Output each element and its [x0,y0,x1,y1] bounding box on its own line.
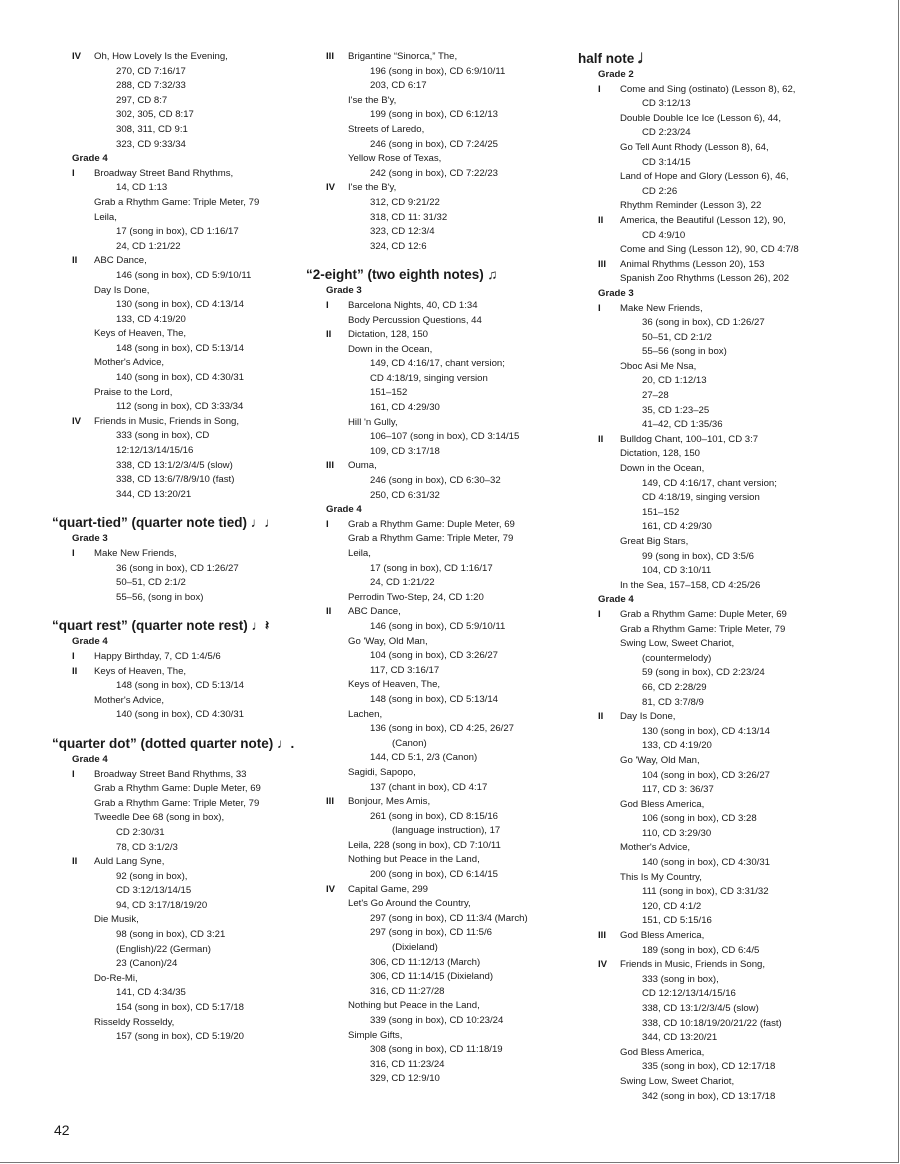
index-line: 338, CD 13:6/7/8/9/10 (fast) [116,474,235,486]
index-line: 148 (song in box), CD 5:13/14 [116,680,244,692]
index-line: 104, CD 3:10/11 [642,565,712,577]
index-line: CD 2:26 [642,185,678,197]
level-numeral: IV [72,51,82,62]
grade-heading: Grade 2 [598,69,634,80]
index-line: 246 (song in box), CD 6:30–32 [370,475,501,487]
index-line: I'se the B'y, [348,94,397,106]
index-line: God Bless America, [620,798,705,810]
index-line: 323, CD 12:3/4 [370,226,435,238]
level-numeral: I [72,768,75,780]
index-column-1 [52,50,322,1045]
index-line: 189 (song in box), CD 6:4/5 [642,944,760,956]
grade-heading: Grade 4 [72,153,108,165]
index-line: Risseldy Rosseldy, [94,1016,175,1028]
entry-lines [620,710,770,929]
level-numeral: III [598,258,606,270]
entry-lines [620,214,799,258]
index-line: 161, CD 4:29/30 [642,521,712,533]
index-line: 149, CD 4:16/17, chant version; [642,477,777,489]
index-line: Day Is Done, [620,711,676,723]
index-line: Leila, [94,211,117,223]
level-numeral: I [326,299,329,311]
index-entry-group [72,665,322,723]
level-numeral: I [598,83,601,95]
index-line: CD 2:30/31 [116,826,165,838]
index-line: (countermelody) [642,652,712,664]
index-line: 24, CD 1:21/22 [370,577,435,589]
index-line: 98 (song in box), CD 3:21 [116,929,226,941]
grade-heading: Grade 4 [72,753,108,765]
index-entry-group [72,167,322,255]
index-line: Bulldog Chant, 100–101, CD 3:7 [620,433,759,445]
level-numeral: III [598,930,606,942]
index-line: 130 (song in box), CD 4:13/14 [116,299,244,311]
page-number: 42 [54,1122,70,1138]
level-numeral: II [598,433,604,445]
index-line: Bonjour, Mes Amis, [348,796,431,808]
index-line: 20, CD 1:12/13 [642,375,707,387]
index-line: 148 (song in box), CD 5:13/14 [370,693,498,705]
index-entry-group [326,299,591,328]
index-line: 14, CD 1:13 [116,182,168,194]
entry-lines [94,415,239,503]
index-line: 200 (song in box), CD 6:14/15 [370,869,498,881]
index-line: 316, CD 11:27/28 [370,985,445,997]
index-line: 157 (song in box), CD 5:19/20 [116,1031,244,1043]
index-line: 250, CD 6:31/32 [370,489,440,501]
index-line: 161, CD 4:29/30 [370,402,440,414]
index-line: Land of Hope and Glory (Lesson 6), 46, [620,171,789,183]
index-line: 324, CD 12:6 [370,240,427,252]
grade-heading: Grade 4 [598,594,634,606]
section-heading: “quarter dot” (dotted quarter note) ♩. [52,735,295,751]
entry-lines [348,883,528,1087]
index-line: 246 (song in box), CD 7:24/25 [370,138,498,150]
index-line: America, the Beautiful (Lesson 12), 90, [620,214,786,226]
entry-lines [94,547,239,605]
index-line: CD 4:18/19, singing version [642,492,760,504]
index-line: 318, CD 11: 31/32 [370,211,448,223]
entry-lines [620,433,777,594]
entry-lines [348,328,519,459]
index-line: Go Tell Aunt Rhody (Lesson 8), 64, [620,141,769,153]
index-line: 144, CD 5:1, 2/3 (Canon) [370,752,478,764]
index-line: Grab a Rhythm Game: Duple Meter, 69 [620,608,787,620]
index-line: Yellow Rose of Texas, [348,153,442,165]
index-line: God Bless America, [620,930,705,942]
index-line: 302, 305, CD 8:17 [116,109,194,121]
index-entry-group [326,459,591,503]
index-entry-group [72,50,322,152]
index-line: 130 (song in box), CD 4:13/14 [642,725,770,737]
index-line: 41–42, CD 1:35/36 [642,419,723,431]
entry-lines [94,50,228,152]
index-line: Swing Low, Sweet Chariot, [620,638,735,650]
index-line: 151–152 [370,387,408,399]
level-numeral: II [326,606,332,618]
index-line: (Dixieland) [392,942,438,954]
index-line: 344, CD 13:20/21 [116,488,192,500]
grade-heading: Grade 4 [326,504,362,516]
index-line: 104 (song in box), CD 3:26/27 [642,769,770,781]
index-line: Nothing but Peace in the Land, [348,1000,480,1012]
index-line: 329, CD 12:9/10 [370,1073,440,1085]
index-column-3 [578,50,893,1104]
index-line: 261 (song in box), CD 8:15/16 [370,810,498,822]
index-line: 133, CD 4:19/20 [642,740,712,752]
index-line: CD 3:12/13 [642,98,691,110]
section-heading: half note 𝅗𝅥 [578,51,643,66]
index-line: 151–152 [642,506,680,518]
index-line: 335 (song in box), CD 12:17/18 [642,1061,776,1073]
index-entry-group [72,855,322,1045]
index-entry-group [598,608,893,710]
index-line: Go 'Way, Old Man, [620,754,700,766]
index-line: 338, CD 10:18/19/20/21/22 (fast) [642,1017,782,1029]
index-line: Broadway Street Band Rhythms, [94,167,234,179]
entry-lines [348,605,514,795]
level-numeral: IV [598,959,608,971]
index-entry-group [326,795,591,883]
index-line: 333 (song in box), CD [116,430,210,442]
index-line: Capital Game, 299 [348,883,428,895]
index-line: 109, CD 3:17/18 [370,445,440,457]
index-line: 133, CD 4:19/20 [116,313,186,325]
index-line: Come and Sing (ostinato) (Lesson 8), 62, [620,83,796,95]
entry-lines [620,958,782,1104]
entry-lines [620,83,795,214]
index-line: Barcelona Nights, 40, CD 1:34 [348,299,478,311]
index-line: 154 (song in box), CD 5:17/18 [116,1002,244,1014]
entry-lines [348,518,515,606]
level-numeral: II [72,856,78,868]
index-entry-group [326,181,591,254]
index-line: 288, CD 7:32/33 [116,80,186,92]
index-line: Animal Rhythms (Lesson 20), 153 [620,258,765,270]
index-line: Let's Go Around the Country, [348,898,471,910]
index-line: 111 (song in box), CD 3:31/32 [642,886,769,898]
index-line: 308, 311, CD 9:1 [116,123,188,135]
index-line: In the Sea, 157–158, CD 4:25/26 [620,579,761,591]
index-entry-group [72,768,322,856]
level-numeral: II [326,329,332,341]
index-line: Make New Friends, [620,302,703,314]
index-line: 94, CD 3:17/18/19/20 [116,899,208,911]
level-numeral: I [72,650,75,662]
index-line: Oh, How Lovely Is the Evening, [94,51,228,62]
index-line: Do-Re-Mi, [94,972,138,984]
section-heading: “quart-tied” (quarter note tied) ♩♩ [52,515,278,531]
index-entry-group [72,254,322,415]
index-line: Double Double Ice Ice (Lesson 6), 44, [620,112,782,124]
index-line: 24, CD 1:21/22 [116,240,181,252]
index-line: Ouma, [348,460,377,472]
level-numeral: I [598,302,601,314]
index-line: 66, CD 2:28/29 [642,681,707,693]
index-line: Brigantine “Sinorca,” The, [348,51,458,62]
index-line: 137 (chant in box), CD 4:17 [370,781,488,793]
level-numeral: III [326,460,334,472]
index-line: 323, CD 9:33/34 [116,138,186,150]
index-line: 27–28 [642,390,669,402]
index-line: Day Is Done, [94,284,150,296]
index-line: Lachen, [348,708,383,720]
index-entry-group [72,650,322,665]
index-line: Keys of Heaven, The, [94,328,187,340]
index-entry-group [326,605,591,795]
index-line: 50–51, CD 2:1/2 [116,577,186,589]
index-line: CD 2:23/24 [642,127,691,139]
index-line: Broadway Street Band Rhythms, 33 [94,768,247,780]
index-line: Friends in Music, Friends in Song, [94,415,240,427]
index-line: God Bless America, [620,1046,705,1058]
index-line: 306, CD 11:14/15 (Dixieland) [370,971,494,983]
index-line: 78, CD 3:1/2/3 [116,841,178,853]
index-line: Happy Birthday, 7, CD 1:4/5/6 [94,650,221,662]
index-line: 297 (song in box), CD 11:3/4 (March) [370,912,528,924]
level-numeral: IV [326,182,336,194]
index-line: 136 (song in box), CD 4:25, 26/27 [370,723,514,735]
level-numeral: I [598,608,601,620]
index-line: 140 (song in box), CD 4:30/31 [116,709,244,721]
index-line: Simple Gifts, [348,1029,403,1041]
index-line: 112 (song in box), CD 3:33/34 [116,401,244,413]
index-line: 55–56, (song in box) [116,591,204,603]
index-line: Grab a Rhythm Game: Duple Meter, 69 [94,783,261,795]
entry-lines [348,299,482,328]
index-line: Dictation, 128, 150 [348,329,429,341]
index-line: Down in the Ocean, [620,463,705,475]
index-line: Hill 'n Gully, [348,416,398,428]
index-line: 36 (song in box), CD 1:26/27 [116,562,239,574]
section-heading: “2-eight” (two eighth notes) ♫ [306,267,498,283]
index-line: Dictation, 128, 150 [620,448,701,460]
index-line: Grab a Rhythm Game: Triple Meter, 79 [348,533,514,545]
entry-lines [620,929,759,958]
index-line: Make New Friends, [94,548,177,559]
index-line: Ɔboc Asi Me Nsa, [620,360,697,372]
index-line: 92 (song in box), [116,870,188,882]
index-line: Swing Low, Sweet Chariot, [620,1075,735,1087]
index-line: 242 (song in box), CD 7:22/23 [370,167,498,179]
index-line: 117, CD 3: 36/37 [642,784,714,796]
index-line: Praise to the Lord, [94,386,173,398]
index-line: 35, CD 1:23–25 [642,404,710,416]
index-line: ABC Dance, [348,606,401,618]
index-line: CD 12:12/13/14/15/16 [642,988,736,1000]
entry-lines [94,855,244,1045]
index-line: 146 (song in box), CD 5:9/10/11 [116,269,252,281]
index-line: Grab a Rhythm Game: Triple Meter, 79 [620,623,786,635]
level-numeral: I [72,548,75,559]
index-entry-group [598,302,893,433]
index-line: 312, CD 9:21/22 [370,196,440,208]
level-numeral: II [72,255,78,267]
index-line: 199 (song in box), CD 6:12/13 [370,109,498,121]
level-numeral: IV [72,415,82,427]
index-line: Tweedle Dee 68 (song in box), [94,812,225,824]
index-line: 151, CD 5:15/16 [642,915,712,927]
index-line: 308 (song in box), CD 11:18/19 [370,1044,503,1056]
index-line: Mother's Advice, [620,842,691,854]
index-line: CD 3:12/13/14/15 [116,885,192,897]
index-line: 36 (song in box), CD 1:26/27 [642,317,765,329]
index-line: CD 4:18/19, singing version [370,372,488,384]
index-line: 149, CD 4:16/17, chant version; [370,358,505,370]
level-numeral: III [326,796,334,808]
level-numeral: II [598,214,604,226]
grade-heading: Grade 3 [72,533,108,545]
index-line: Leila, [348,548,371,559]
index-line: This Is My Country, [620,871,702,883]
entry-lines [94,167,259,255]
index-entry-group [598,83,893,214]
index-line: CD 3:14/15 [642,156,691,168]
index-line: Mother's Advice, [94,694,165,706]
index-line: 50–51, CD 2:1/2 [642,331,712,343]
index-line: 306, CD 11:12/13 (March) [370,956,481,968]
index-line: Spanish Zoo Rhythms (Lesson 26), 202 [620,273,790,285]
entry-lines [94,665,244,723]
index-line: Perrodin Two-Step, 24, CD 1:20 [348,591,484,603]
index-line: 59 (song in box), CD 2:23/24 [642,667,765,679]
index-entry-group [598,929,893,958]
index-line: Sagidi, Sapopo, [348,766,416,778]
index-line: 120, CD 4:1/2 [642,900,702,912]
index-line: 338, CD 13:1/2/3/4/5 (slow) [116,459,233,471]
index-line: 196 (song in box), CD 6:9/10/11 [370,65,506,77]
index-line: Come and Sing (Lesson 12), 90, CD 4:7/8 [620,244,799,256]
index-line: 146 (song in box), CD 5:9/10/11 [370,620,506,632]
index-entry-group [598,214,893,258]
index-line: 339 (song in box), CD 10:23/24 [370,1015,504,1026]
index-line: 333 (song in box), [642,973,719,985]
index-line: 99 (song in box), CD 3:5/6 [642,550,754,562]
index-line: Nothing but Peace in the Land, [348,854,480,866]
entry-lines [94,254,251,415]
level-numeral: II [72,665,78,677]
index-line: 342 (song in box), CD 13:17/18 [642,1090,776,1102]
index-entry-group [326,328,591,459]
index-entry-group [598,433,893,594]
index-entry-group [598,958,893,1104]
index-column-2 [306,50,591,1087]
index-line: 148 (song in box), CD 5:13/14 [116,342,244,354]
index-line: Leila, 228 (song in box), CD 7:10/11 [348,839,501,851]
index-line: 81, CD 3:7/8/9 [642,696,704,708]
index-entry-group [326,518,591,606]
level-numeral: III [326,51,334,62]
entry-lines [620,302,765,433]
index-line: Keys of Heaven, The, [348,679,441,691]
grade-heading: Grade 4 [72,636,108,648]
index-line: I'se the B'y, [348,182,397,194]
index-line: 140 (song in box), CD 4:30/31 [116,372,244,384]
index-line: 270, CD 7:16/17 [116,65,186,77]
grade-heading: Grade 3 [598,287,634,299]
section-heading: “quart rest” (quarter note rest) ♩𝄽 [52,618,270,634]
index-line: Down in the Ocean, [348,343,433,355]
entry-lines [94,768,261,856]
index-line: Grab a Rhythm Game: Triple Meter, 79 [94,196,260,208]
index-line: 140 (song in box), CD 4:30/31 [642,857,770,869]
index-line: Grab a Rhythm Game: Triple Meter, 79 [94,797,260,809]
index-entry-group [326,50,591,181]
entry-lines [348,181,447,254]
index-entry-group [72,415,322,503]
grade-heading: Grade 3 [326,285,362,297]
index-line: (language instruction), 17 [392,825,501,837]
index-line: 110, CD 3:29/30 [642,827,712,839]
index-entry-group [598,710,893,929]
index-line: (Canon) [392,737,427,749]
entry-lines [348,795,501,883]
level-numeral: I [326,518,329,530]
index-line: CD 4:9/10 [642,229,686,241]
index-line: 55–56 (song in box) [642,346,727,358]
index-entry-group [72,547,322,605]
entry-lines [348,459,501,503]
index-line: 17 (song in box), CD 1:16/17 [116,226,239,238]
entry-lines [348,50,505,181]
index-line: Friends in Music, Friends in Song, [620,959,766,971]
index-line: 106 (song in box), CD 3:28 [642,813,757,825]
index-line: 316, CD 11:23/24 [370,1058,445,1070]
entry-lines [94,650,221,665]
index-line: 17 (song in box), CD 1:16/17 [370,562,493,574]
index-line: Die Musik, [94,914,139,926]
index-line: Great Big Stars, [620,536,689,547]
index-line: Mother's Advice, [94,357,165,369]
entry-lines [620,258,789,287]
index-line: 203, CD 6:17 [370,80,427,92]
index-line: 117, CD 3:16/17 [370,664,440,676]
index-line: 297 (song in box), CD 11:5/6 [370,927,492,939]
index-line: Rhythm Reminder (Lesson 3), 22 [620,200,762,212]
index-line: Grab a Rhythm Game: Duple Meter, 69 [348,518,515,530]
index-line: Streets of Laredo, [348,123,425,135]
index-line: (English)/22 (German) [116,943,211,955]
index-line: 12:12/13/14/15/16 [116,445,194,457]
level-numeral: IV [326,883,336,895]
index-entry-group [326,883,591,1087]
index-line: 141, CD 4:34/35 [116,987,186,999]
index-line: 106–107 (song in box), CD 3:14/15 [370,431,520,443]
index-line: Keys of Heaven, The, [94,665,187,677]
index-line: 344, CD 13:20/21 [642,1032,718,1044]
index-line: 23 (Canon)/24 [116,958,178,970]
index-line: Go 'Way, Old Man, [348,635,428,647]
index-line: Auld Lang Syne, [94,856,165,868]
index-line: Body Percussion Questions, 44 [348,314,482,326]
index-entry-group [598,258,893,287]
level-numeral: II [598,711,604,723]
entry-lines [620,608,787,710]
level-numeral: I [72,167,75,179]
index-line: 297, CD 8:7 [116,94,168,106]
index-line: 338, CD 13:1/2/3/4/5 (slow) [642,1003,759,1014]
index-line: ABC Dance, [94,255,147,267]
index-line: 104 (song in box), CD 3:26/27 [370,650,498,662]
